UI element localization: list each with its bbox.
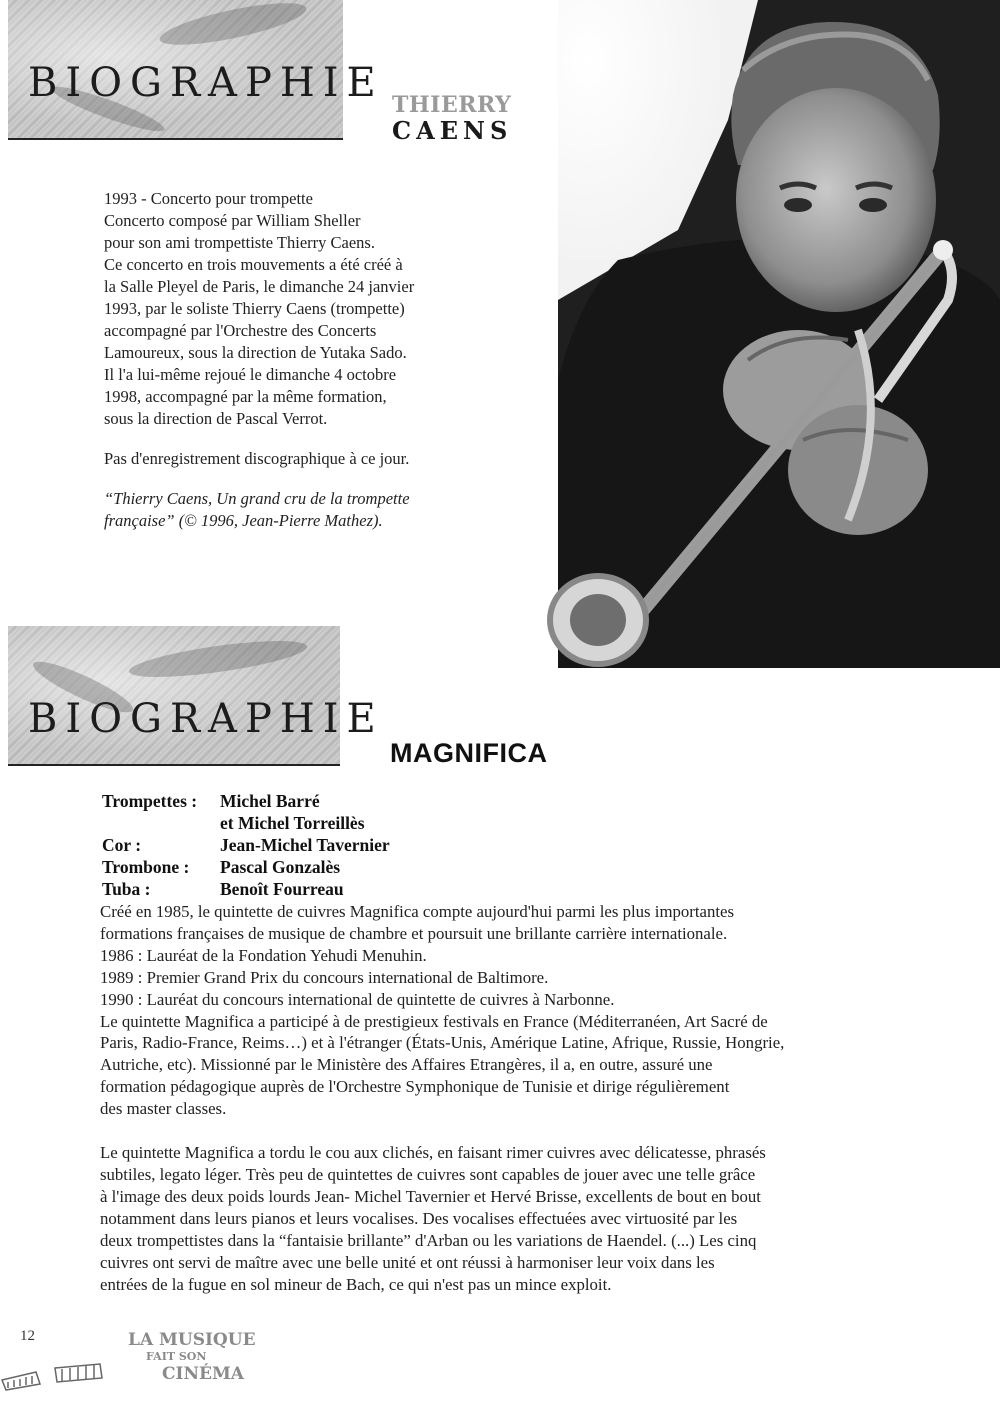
text-line: Autriche, etc). Missionné par le Ministère des Affaires Etrangères, il a, en outre, assuré une <box>100 1055 713 1075</box>
member-row <box>102 790 602 812</box>
text-line: la Salle Pleyel de Paris, le dimanche 24 janvier <box>104 277 415 296</box>
ensemble-members <box>102 790 602 900</box>
text-line: cuivres ont servi de maître avec une belle unité et ont réussi à harmoniser leur voix dans les <box>100 1252 715 1272</box>
logo-line: CINÉMA <box>162 1364 244 1384</box>
member-name: Benoît Fourreau <box>220 879 344 899</box>
caens-paragraph-2 <box>104 448 504 470</box>
text-line: entrées de la fugue en sol mineur de Bach, ce qui n'est pas un mince exploit. <box>100 1274 612 1294</box>
text-line: Le quintette Magnifica a tordu le cou aux clichés, en faisant rimer cuivres avec délicatesse, phrasés <box>100 1143 766 1163</box>
member-row <box>102 856 602 878</box>
text-line: à l'image des deux poids lourds Jean- Michel Tavernier et Hervé Brisse, excellents de bout en bout <box>100 1186 761 1206</box>
filmstrip-icon <box>0 1350 120 1390</box>
logo-line: LA MUSIQUE <box>128 1330 256 1350</box>
text-line: Il l'a lui-même rejoué le dimanche 4 octobre <box>104 365 397 384</box>
artist-first-name: THIERRY <box>392 92 512 118</box>
text-line: formations françaises de musique de chambre et poursuit une brillante carrière internationale. <box>100 923 728 943</box>
member-role: Tuba : <box>102 879 151 899</box>
caens-biography-text <box>104 188 504 550</box>
biography-banner-bottom <box>8 626 384 766</box>
member-role: Trompettes : <box>102 791 198 811</box>
text-line: accompagné par l'Orchestre des Concerts <box>104 321 377 340</box>
text-line: pour son ami trompettiste Thierry Caens. <box>104 233 375 252</box>
text-line: deux trompettistes dans la “fantaisie brillante” d'Arban ou les variations de Haendel. (...) Les cinq <box>100 1230 757 1250</box>
member-role: Trombone : <box>102 857 190 877</box>
member-row <box>102 834 602 856</box>
text-line: subtiles, legato léger. Très peu de quintettes de cuivres sont capables de jouer avec une telle grâce <box>100 1164 756 1184</box>
text-line: 1998, accompagné par la même formation, <box>104 387 387 406</box>
biography-heading: BIOGRAPHIE <box>28 60 384 106</box>
artist-last-name: CAENS <box>392 116 513 145</box>
la-musique-fait-son-cinema-logo <box>118 1330 258 1390</box>
text-line: des master classes. <box>100 1099 227 1119</box>
trumpeter-illustration <box>558 0 1000 668</box>
caens-paragraph-1 <box>104 188 504 430</box>
trumpeter-photo <box>558 0 1000 668</box>
text-line: Ce concerto en trois mouvements a été créé à <box>104 255 403 274</box>
text-line: 1989 : Premier Grand Prix du concours international de Baltimore. <box>100 967 549 987</box>
text-line: 1993, par le soliste Thierry Caens (trompette) <box>104 299 405 318</box>
logo-line: FAIT SON <box>146 1350 207 1363</box>
ensemble-biography-text <box>100 901 920 1295</box>
quote-line: française” (© 1996, Jean-Pierre Mathez). <box>104 511 383 530</box>
page-number: 12 <box>20 1328 35 1344</box>
biography-banner-top <box>8 0 384 140</box>
text-line: 1990 : Lauréat du concours international de quintette de cuivres à Narbonne. <box>100 989 615 1009</box>
member-name: et Michel Torreillès <box>220 813 365 833</box>
text-line: sous la direction de Pascal Verrot. <box>104 409 328 428</box>
member-name: Michel Barré <box>220 791 320 811</box>
member-row <box>102 878 602 900</box>
biography-heading: BIOGRAPHIE <box>28 696 384 742</box>
member-name: Pascal Gonzalès <box>220 857 341 877</box>
member-name: Jean-Michel Tavernier <box>220 835 390 855</box>
text-line: formation pédagogique auprès de l'Orchestre Symphonique de Tunisie et dirige régulièrement <box>100 1077 730 1097</box>
text-line: Lamoureux, sous la direction de Yutaka Sado. <box>104 343 407 362</box>
text-line: Concerto composé par William Sheller <box>104 211 361 230</box>
text-line: Pas d'enregistrement discographique à ce jour. <box>104 449 410 468</box>
member-role: Cor : <box>102 835 142 855</box>
text-line: notamment dans leurs pianos et leurs vocalises. Des vocalises effectuées avec virtuosité par les <box>100 1208 738 1228</box>
text-line: 1986 : Lauréat de la Fondation Yehudi Menuhin. <box>100 945 427 965</box>
text-line: 1993 - Concerto pour trompette <box>104 189 313 208</box>
member-role <box>102 812 220 834</box>
ensemble-title: MAGNIFICA <box>390 738 548 768</box>
caens-quote <box>104 488 504 532</box>
text-line: Le quintette Magnifica a participé à de prestigieux festivals en France (Méditerranéen, Art Sacré de <box>100 1011 768 1031</box>
quote-line: “Thierry Caens, Un grand cru de la trompette <box>104 489 410 508</box>
member-row <box>102 812 602 834</box>
text-line: Paris, Radio-France, Reims…) et à l'étranger (États-Unis, Amérique Latine, Afrique, Russie, Hongrie, <box>100 1033 785 1053</box>
text-line: Créé en 1985, le quintette de cuivres Magnifica compte aujourd'hui parmi les plus importantes <box>100 902 735 921</box>
